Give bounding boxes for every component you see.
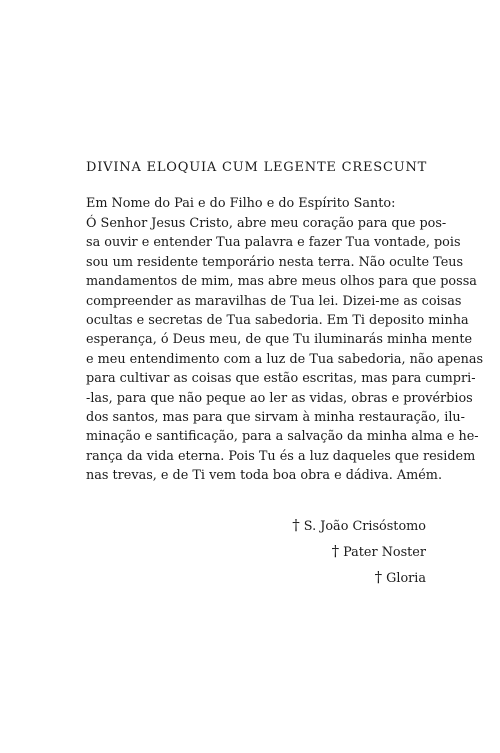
prayer-line: esperança, ó Deus meu, de que Tu iluminarás minha mente	[86, 332, 473, 348]
prayer-paragraph	[86, 214, 484, 485]
prayer-line: ocultas e secretas de Tua sabedoria. Em Ti deposito minha	[86, 312, 469, 328]
prayer-line: dos santos, mas para que sirvam à minha restauração, ilu-	[86, 409, 465, 425]
cross-icon: †	[292, 516, 300, 534]
pater-noster-text: Pater Noster	[343, 545, 426, 560]
cross-icon: †	[374, 568, 383, 586]
prayer-line: mandamentos de mim, mas abre meus olhos para que possa	[86, 274, 477, 290]
prayer-line: para cultivar as coisas que estão escritas, mas para cumpri-	[86, 371, 476, 387]
prayer-line: e meu entendimento com a luz de Tua sabedoria, não apenas	[86, 351, 484, 367]
attribution-text: S. João Crisóstomo	[303, 519, 426, 534]
prayer-line: -las, para que não peque ao ler as vidas, obras e provérbios	[86, 390, 473, 406]
prayer-line: minação e santificação, para a salvação da minha alma e he-	[86, 429, 479, 445]
page-title: DIVINA ELOQUIA CUM LEGENTE CRESCUNT	[86, 160, 428, 175]
attribution-ref	[292, 512, 426, 538]
prayer-line: sou um residente temporário nesta terra. Não oculte Teus	[86, 254, 464, 270]
invocation-line: Em Nome do Pai e do Filho e do Espírito Santo:	[86, 196, 396, 211]
prayer-line: nas trevas, e de Ti vem toda boa obra e dádiva. Amém.	[86, 468, 443, 484]
pater-noster-ref	[292, 538, 426, 564]
prayer-line: sa ouvir e entender Tua palavra e fazer Tua vontade, pois	[86, 235, 461, 251]
gloria-text: Gloria	[386, 571, 426, 586]
gloria-ref	[292, 564, 426, 590]
prayer-line: compreender as maravilhas de Tua lei. Dizei-me as coisas	[86, 293, 462, 309]
prayer-line: rança da vida eterna. Pois Tu és a luz daqueles que residem	[86, 448, 476, 464]
references-block	[292, 512, 426, 590]
cross-icon: †	[331, 542, 340, 560]
prayer-line: Ó Senhor Jesus Cristo, abre meu coração para que pos-	[86, 216, 447, 231]
